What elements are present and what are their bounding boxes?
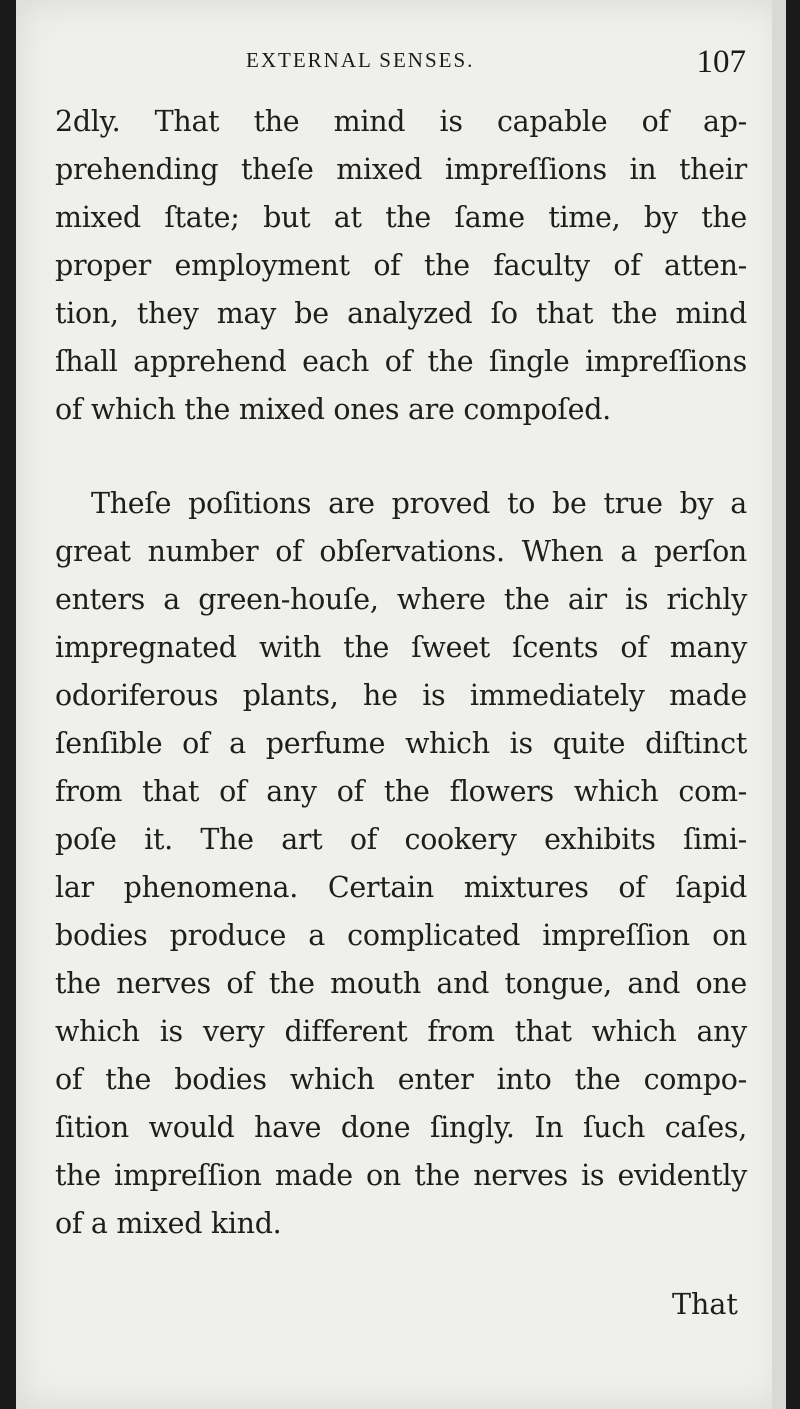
- text-line: the nerves of the mouth and tongue, and one: [55, 967, 747, 1000]
- running-title: EXTERNAL SENSES.: [246, 48, 475, 72]
- text-line: of which the mixed ones are compoſed.: [55, 393, 611, 426]
- text-line: poſe it. The art of cookery exhibits ſimi-: [55, 823, 747, 856]
- body-text: [55, 98, 747, 1248]
- text-line: tion, they may be analyzed ſo that the mind: [55, 297, 747, 330]
- paragraph-2: [55, 480, 747, 1248]
- text-line: prehending theſe mixed impreſſions in their: [55, 153, 747, 186]
- text-line: of a mixed kind.: [55, 1207, 282, 1240]
- text-line: enters a green-houſe, where the air is richly: [55, 583, 747, 616]
- catchword: That: [672, 1288, 738, 1321]
- text-line: 2dly. That the mind is capable of ap-: [55, 105, 747, 138]
- text-line: mixed ſtate; but at the ſame time, by the: [55, 201, 747, 234]
- paragraph-1: [55, 98, 747, 434]
- text-line: great number of obſervations. When a perſon: [55, 535, 747, 568]
- text-line: ſhall apprehend each of the ſingle impreſſions: [55, 345, 747, 378]
- page-header: [246, 44, 746, 80]
- text-line: lar phenomena. Certain mixtures of ſapid: [55, 871, 747, 904]
- page-edge-shadow: [772, 0, 786, 1409]
- text-line: ſition would have done ſingly. In ſuch caſes,: [55, 1111, 747, 1144]
- page-number: 107: [696, 44, 746, 80]
- text-line: impregnated with the ſweet ſcents of many: [55, 631, 747, 664]
- text-line: ſenſible of a perfume which is quite diſtinct: [55, 727, 747, 760]
- text-line: the impreſſion made on the nerves is evidently: [55, 1159, 747, 1192]
- text-line: bodies produce a complicated impreſſion on: [55, 919, 747, 952]
- text-line: of the bodies which enter into the compo-: [55, 1063, 747, 1096]
- text-line: proper employment of the faculty of atten-: [55, 249, 747, 282]
- text-line: from that of any of the flowers which com-: [55, 775, 747, 808]
- text-line: odoriferous plants, he is immediately made: [55, 679, 747, 712]
- text-line: which is very different from that which any: [55, 1015, 747, 1048]
- text-line: Theſe poſitions are proved to be true by a: [91, 487, 747, 520]
- paragraph-gap: [55, 434, 747, 480]
